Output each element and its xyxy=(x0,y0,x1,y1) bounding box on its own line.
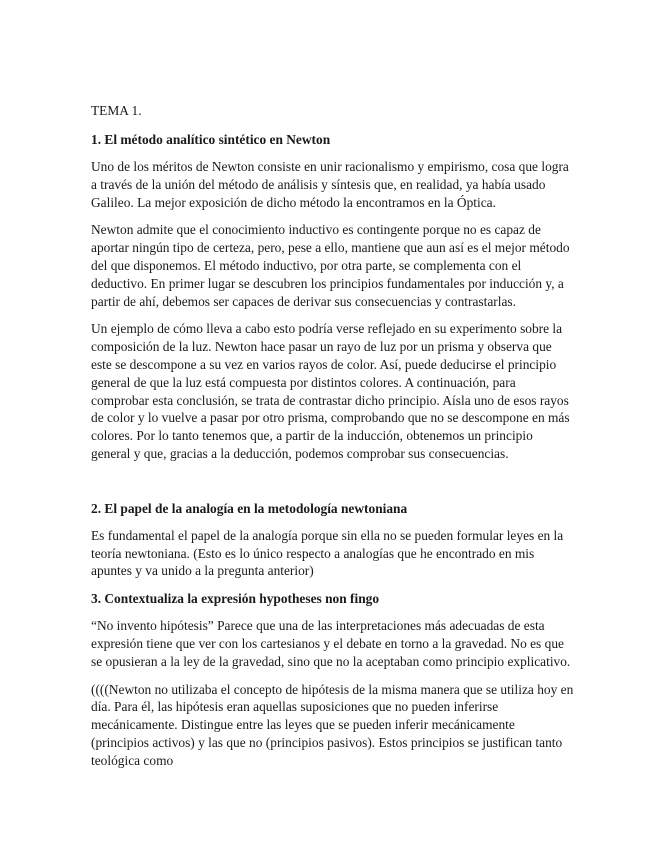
section-3-paragraph: “No invento hipótesis” Parece que una de las interpretaciones más adecuadas de esta expresión tiene que ver con los cartesianos y el debate en torno a la gravedad. No es que se opusieran a la ley de la gravedad, sino que no la aceptaban como principio explicativo. xyxy=(91,618,571,669)
section-2-paragraph: Es fundamental el papel de la analogía porque sin ella no se pueden formular leyes en la teoría newtoniana. (Esto es lo único respecto a analogías que he encontrado en mis apuntes y va unido a la pregunta anterior) xyxy=(91,527,564,579)
topic-label: TEMA 1. xyxy=(91,103,142,118)
section-1-paragraph: Uno de los méritos de Newton consiste en unir racionalismo y empirismo, cosa que logra a través de la unión del método de análisis y síntesis que, en realidad, ya había usado Galileo. La mejor exposición de dicho método la encontramos en la Óptica. xyxy=(91,159,569,210)
section-spacer xyxy=(91,473,575,500)
section-2-heading: 2. El papel de la analogía en la metodología newtoniana xyxy=(91,500,408,516)
section-1-heading: 1. El método analítico sintético en Newton xyxy=(91,132,331,147)
section-1-paragraph: Newton admite que el conocimiento inductivo es contingente porque no es capaz de aportar ningún tipo de certeza, pero, pese a ello, mantiene que aun así es el mejor método del que disponemos. El método inductivo, por otra parte, se complementa con el deductivo. En primer lugar se descubren los principios fundamentales por inducción y, a partir de ahí, debemos ser capaces de derivar sus consecuencias y contrastarlas. xyxy=(91,222,570,309)
section-3-heading: 3. Contextualiza la expresión hypotheses non fingo xyxy=(91,591,380,607)
section-3-paragraph: ((((Newton no utilizaba el concepto de hipótesis de la misma manera que se utiliza hoy en día. Para él, las hipótesis eran aquellas suposiciones que no pueden inferirse mecánicamente. Distingue entre las leyes que se pueden inferir mecánicamente (principios activos) y las que no (principios pasivos). Estos principios se justifican tanto teológica como xyxy=(91,681,574,768)
section-1-paragraph: Un ejemplo de cómo lleva a cabo esto podría verse reflejado en su experimento sobre la composición de la luz. Newton hace pasar un rayo de luz por un prisma y observa que este se descompone a su vez en varios rayos de color. Así, puede deducirse el principio general de que la luz está compuesta por distintos colores. A continuación, para comprobar esta conclusión, se trata de contrastar dicho principio. Aísla uno de esos rayos de color y lo vuelve a pasar por otro prisma, comprobando que no se descompone en más colores. Por lo tanto tenemos que, a partir de la inducción, obtenemos un principio general y que, gracias a la deducción, podemos comprobar sus consecuencias. xyxy=(91,321,570,461)
